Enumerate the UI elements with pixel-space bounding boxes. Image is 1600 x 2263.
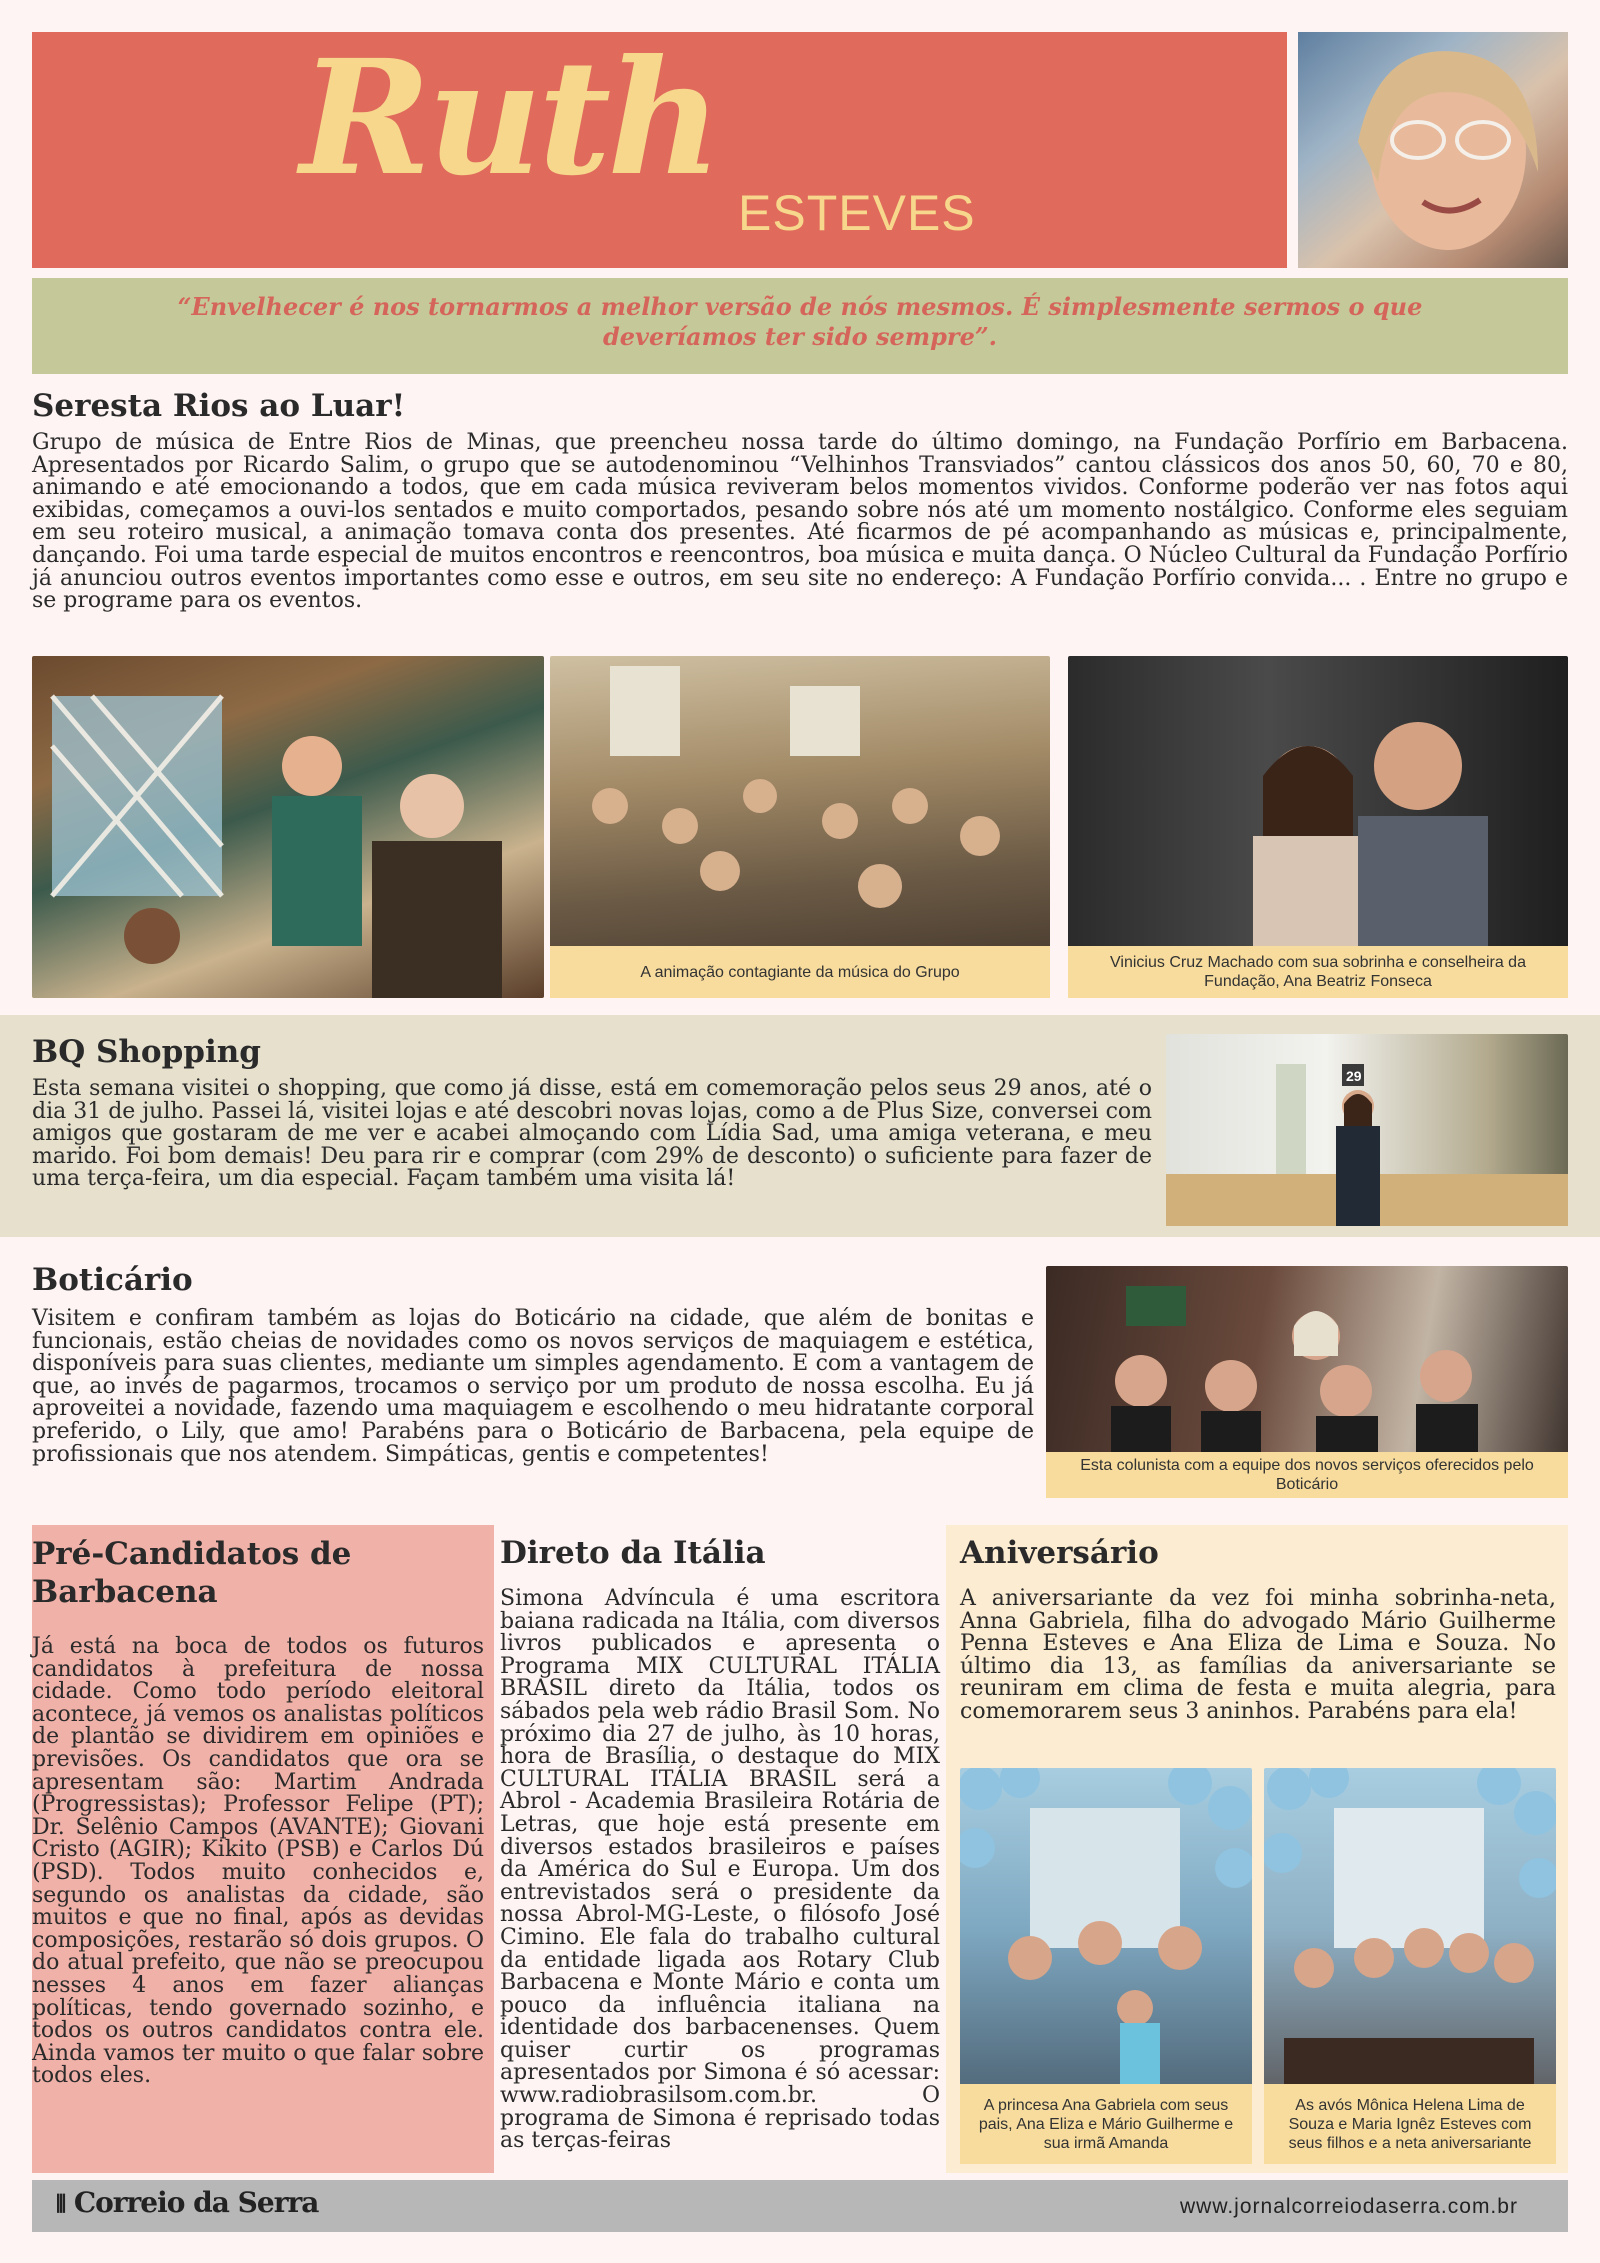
caption-audience: A animação contagiante da música do Grupo xyxy=(550,946,1050,998)
section-title-aniversario: Aniversário xyxy=(960,1535,1159,1571)
bq-sign-number: 29 xyxy=(1346,1068,1362,1084)
photo-boticario xyxy=(1046,1266,1568,1498)
portrait-image xyxy=(1298,32,1568,268)
newspaper-brand xyxy=(56,2186,318,2219)
section-title-italia: Direto da Itália xyxy=(500,1535,766,1571)
caption-boticario: Esta colunista com a equipe dos novos serviços oferecidos pelo Boticário xyxy=(1046,1452,1568,1498)
pre-body: Já está na boca de todos os futuros candidatos à prefeitura de nossa cidade. Como todo período eleitoral acontece, já vemos os analistas políticos de plantão se dividirem em opiniões e previsões. Os candidatos que ora se apresentam são: Martim Andrada (Progressistas); Professor Felipe (PT); Dr. Selênio Campos (AVANTE); Giovani Cristo (AGIR); Kikito (PSB) e Carlos Dú (PSD). Todos muito conhecidos e, segundo os analistas da cidade, são muitos e que no final, após as devidas composições, restarão só dois grupos. O do atual prefeito, que não se preocupou nesses 4 anos em fazer alianças políticas, tendo governado sozinho, e todos os outros candidatos contra ele. Ainda vamos ter muito o que falar sobre todos eles. xyxy=(32,1634,484,2089)
caption-aniversario-pais: A princesa Ana Gabriela com seus pais, Ana Eliza e Mário Guilherme e sua irmã Amanda xyxy=(960,2084,1252,2164)
section-title-bq: BQ Shopping xyxy=(32,1034,261,1070)
columnist-name: Ruth xyxy=(300,26,719,211)
brand-name: Correio da Serra xyxy=(73,2186,319,2219)
website-link[interactable]: www.jornalcorreiodaserra.com.br xyxy=(1180,2195,1518,2218)
aniversario-body: A aniversariante da vez foi minha sobrinha-neta, Anna Gabriela, filha do advogado Mário Guilherme Penna Esteves e Ana Eliza de Lima e Souza. No último dia 13, as famílias da aniversariante se reuniram em clima de festa e muita alegria, para comemorarem seus 3 aninhos. Parabéns para ela! xyxy=(960,1586,1556,1724)
caption-aniversario-avos: As avós Mônica Helena Lima de Souza e Maria Ignêz Esteves com seus filhos e a neta aniversariante xyxy=(1264,2084,1556,2164)
italia-body: Simona Advíncula é uma escritora baiana radicada na Itália, com diversos livros publicados e apresenta o Programa MIX CULTURAL ITÁLIA BRASIL direto da Itália, todos os sábados pela web rádio Brasil Som. No próximo dia 27 de julho, às 10 horas, hora de Brasília, o destaque do MIX CULTURAL ITÁLIA BRASIL será a Abrol - Academia Brasileira Rotária de Letras, que hoje está presente em diversos estados brasileiros e países da América do Sul e Europa. Um dos entrevistados será o presidente da nossa Abrol-MG-Leste, o filósofo José Cimino. Ele fala do trabalho cultural da entidade ligada aos Rotary Club Barbacena e Monte Mário e conta um pouco da influência italiana na identidade dos barbacenenses. Quem quiser curtir os programas apresentados por Simona é só acessar: www.radiobrasilsom.com.br. O programa de Simona é reprisado todas as terças-feiras xyxy=(500,1586,940,2154)
bq-body: Esta semana visitei o shopping, que como já disse, está em comemoração pelos seus 29 anos, até o dia 31 de julho. Passei lá, visitei lojas e até descobri novas lojas, como a de Plus Size, conversei com amigos que gostaram de me ver e acabei almoçando com Lídia Sad, uma amiga veterana, e meu marido. Foi bom demais! Deu para rir e comprar (com 29% de desconto) o suficiente para fazer de uma terça-feira, um dia especial. Façam também uma visita lá! xyxy=(32,1076,1152,1192)
section-title-boticario: Boticário xyxy=(32,1262,193,1298)
photo-vinicius-ana xyxy=(1068,656,1568,998)
boticario-body: Visitem e confiram também as lojas do Boticário na cidade, que além de bonitas e funcionais, estão cheias de novidades como os novos serviços de maquiagem e estética, disponíveis para suas clientes, mediante um simples agendamento. E com a vantagem de que, ao invés de pagarmos, trocamos o serviço por um produto de nossa escolha. Eu já aproveitei a novidade, fazendo uma maquiagem e escolhendo o meu hidratante corporal preferido, o Lily, que amo! Parabéns para o Boticário de Barbacena, pela equipe de profissionais que nos atendem. Simpáticas, gentis e competentes! xyxy=(32,1306,1034,1467)
brand-bars-icon: ⫴ xyxy=(56,2189,66,2218)
epigraph-quote: “Envelhecer é nos tornarmos a melhor versão de nós mesmos. É simplesmente sermos o que deveríamos ter sido sempre”. xyxy=(177,292,1423,351)
section-title-seresta: Seresta Rios ao Luar! xyxy=(32,388,406,424)
photo-audience-seated xyxy=(550,656,1050,998)
columnist-photo xyxy=(1298,32,1568,268)
seresta-body: Grupo de música de Entre Rios de Minas, que preencheu nossa tarde do último domingo, na Fundação Porfírio em Barbacena. Apresentados por Ricardo Salim, o grupo que se autodenominou “Velhinhos Transviados” cantou clássicos dos anos 50, 60, 70 e 80, animando e até emocionando a todos, que em cada música reviveram belos momentos vividos. Conforme poderão ver nas fotos aqui exibidas, começamos a ouvi-los sentados e muito comportados, pesando sobre nós até um momento nostálgico. Conforme eles seguiam em seu roteiro musical, a animação tomava conta dos presentes. Até ficarmos de pé acompanhando as músicas e, principalmente, dançando. Foi uma tarde especial de muitos encontros e reencontros, boa música e muita dança. O Núcleo Cultural da Fundação Porfírio já anunciou outros eventos importantes como esse e outros, em seu site no endereço: A Fundação Porfírio convida... . Entre no grupo e se programe para os eventos. xyxy=(32,430,1568,614)
columnist-surname: ESTEVES xyxy=(738,185,976,241)
photo-aniversario-pais xyxy=(960,1768,1252,2164)
section-title-pre: Pré-Candidatos de Barbacena xyxy=(32,1536,352,1610)
photo-bq-shopping xyxy=(1166,1034,1568,1226)
photo-audience-dancing xyxy=(32,656,544,998)
photo-aniversario-avos xyxy=(1264,1768,1556,2164)
caption-vinicius: Vinicius Cruz Machado com sua sobrinha e conselheira da Fundação, Ana Beatriz Fonseca xyxy=(1068,946,1568,998)
